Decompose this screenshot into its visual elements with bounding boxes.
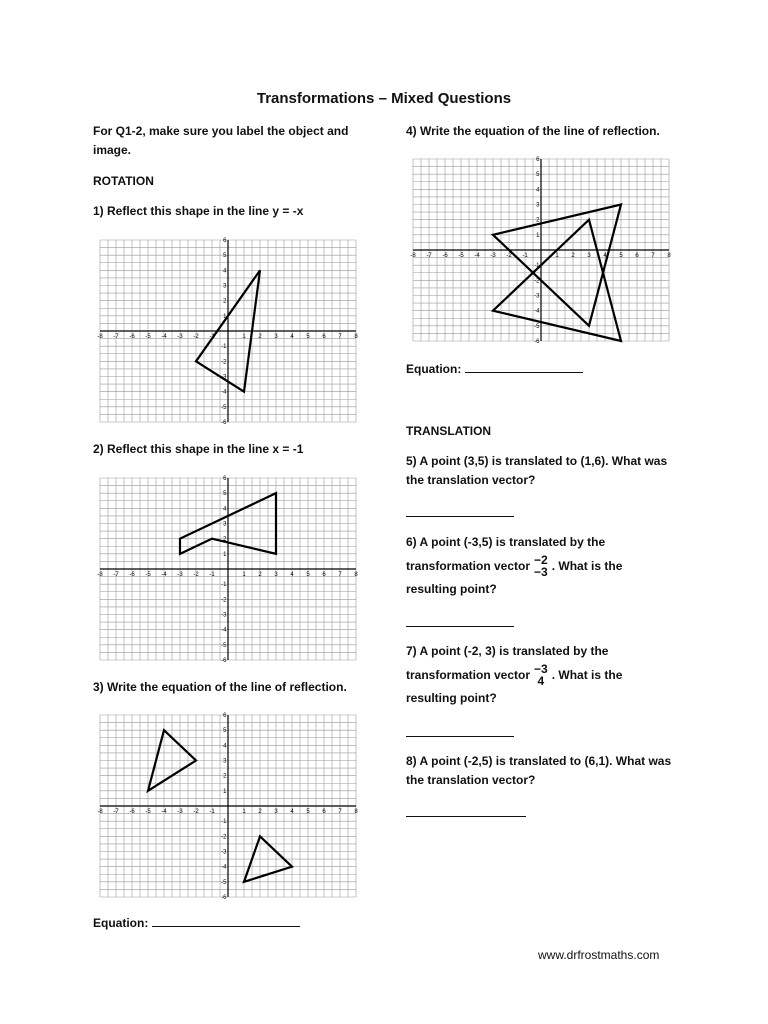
intro-text: For Q1-2, make sure you label the object and image. (93, 124, 349, 157)
x-tick-label: -8 (97, 809, 103, 815)
x-tick-label: 4 (603, 253, 607, 259)
y-tick-label: -3 (221, 612, 227, 619)
x-tick-label: -8 (97, 334, 103, 340)
y-tick-label: -2 (221, 597, 227, 604)
x-tick-label: 8 (354, 334, 358, 340)
x-tick-label: -2 (193, 809, 199, 815)
y-tick-label: -5 (221, 642, 227, 649)
x-tick-label: 7 (338, 572, 342, 578)
y-tick-label: -5 (221, 879, 227, 886)
question-5: 5) A point (3,5) is translated to (1,6). What was the translation vector? (406, 454, 668, 487)
y-tick-label: 5 (223, 728, 227, 735)
y-tick-label: -4 (221, 389, 227, 396)
x-tick-label: 6 (322, 572, 326, 578)
q6-line2 (406, 552, 686, 580)
x-tick-label: -1 (209, 572, 215, 578)
y-tick-label: -2 (534, 278, 540, 285)
x-tick-label: 8 (667, 253, 671, 259)
y-tick-label: 5 (223, 253, 227, 260)
q7-vector (534, 663, 548, 687)
x-tick-label: -6 (129, 572, 135, 578)
x-tick-label: 5 (306, 334, 310, 340)
grid-q4 (410, 157, 671, 345)
x-tick-label: -6 (442, 253, 448, 259)
y-tick-label: 6 (223, 476, 227, 482)
y-tick-label: 2 (223, 536, 227, 543)
x-tick-label: -1 (522, 253, 528, 259)
q7-line1: 7) A point (-2, 3) is translated by the (406, 644, 609, 658)
x-tick-label: 4 (290, 572, 294, 578)
x-tick-label: -2 (506, 253, 512, 259)
grid-q3 (97, 713, 358, 901)
x-tick-label: -5 (145, 809, 151, 815)
footer-url: www.drfrostmaths.com (538, 948, 660, 962)
y-tick-label: -2 (221, 834, 227, 841)
y-tick-label: -4 (534, 308, 540, 315)
x-tick-label: -3 (177, 809, 183, 815)
y-tick-label: -6 (221, 895, 227, 901)
q6-line3: resulting point? (406, 582, 497, 596)
y-tick-label: -1 (221, 582, 227, 589)
answer-blank-q8[interactable] (406, 804, 526, 817)
q6-line1: 6) A point (-3,5) is translated by the (406, 535, 606, 549)
x-tick-label: -7 (113, 334, 119, 340)
y-tick-label: -4 (221, 864, 227, 871)
y-tick-label: -3 (534, 293, 540, 300)
section-rotation: ROTATION (93, 174, 154, 188)
x-tick-label: -1 (209, 809, 215, 815)
x-tick-label: 1 (242, 572, 246, 578)
x-tick-label: 7 (338, 809, 342, 815)
answer-blank-q7[interactable] (406, 724, 514, 737)
y-tick-label: -6 (221, 658, 227, 664)
y-tick-label: -6 (221, 420, 227, 426)
question-1: 1) Reflect this shape in the line y = -x (93, 204, 304, 218)
x-tick-label: 3 (274, 809, 278, 815)
x-tick-label: 7 (651, 253, 655, 259)
y-tick-label: 2 (223, 298, 227, 305)
x-tick-label: -5 (145, 334, 151, 340)
x-tick-label: -6 (129, 809, 135, 815)
y-tick-label: 6 (223, 238, 227, 244)
y-tick-label: 5 (223, 491, 227, 498)
y-tick-label: 6 (536, 157, 540, 163)
x-tick-label: -2 (193, 334, 199, 340)
x-tick-label: 6 (322, 809, 326, 815)
y-tick-label: -4 (221, 627, 227, 634)
q7-vector-bottom: 4 (537, 674, 545, 688)
x-tick-label: -3 (177, 572, 183, 578)
question-8: 8) A point (-2,5) is translated to (6,1). What was the translation vector? (406, 754, 672, 787)
page-title: Transformations – Mixed Questions (256, 90, 512, 107)
x-tick-label: 5 (306, 572, 310, 578)
y-tick-label: 4 (223, 743, 227, 750)
question-3: 3) Write the equation of the line of reflection. (93, 680, 347, 694)
q7-suffix: . What is the (551, 667, 623, 682)
question-7 (406, 642, 686, 708)
x-tick-label: 3 (274, 572, 278, 578)
q6-vector-label: transformation vector (406, 558, 531, 573)
x-tick-label: 6 (322, 334, 326, 340)
x-tick-label: 8 (354, 572, 358, 578)
y-tick-label: -3 (221, 374, 227, 381)
y-tick-label: -1 (221, 819, 227, 826)
q6-suffix: . What is the (551, 558, 623, 573)
q7-line3: resulting point? (406, 691, 497, 705)
answer-blank-q3[interactable] (152, 914, 300, 927)
y-tick-label: -1 (221, 344, 227, 351)
y-tick-label: 3 (223, 283, 227, 290)
x-tick-label: -4 (161, 572, 167, 578)
y-tick-label: 1 (223, 551, 227, 558)
y-tick-label: -2 (221, 359, 227, 366)
y-tick-label: 2 (223, 773, 227, 780)
y-tick-label: -5 (221, 404, 227, 411)
x-tick-label: 2 (258, 572, 262, 578)
q6-vector-top: −2 (534, 553, 548, 567)
section-translation: TRANSLATION (406, 424, 492, 438)
x-tick-label: -4 (161, 334, 167, 340)
q7-vector-label: transformation vector (406, 667, 531, 682)
x-tick-label: -5 (145, 572, 151, 578)
x-tick-label: 8 (354, 809, 358, 815)
y-tick-label: 4 (223, 268, 227, 275)
y-tick-label: 1 (223, 788, 227, 795)
y-tick-label: 3 (223, 521, 227, 528)
x-tick-label: -5 (458, 253, 464, 259)
q6-vector-bottom: −3 (534, 565, 548, 579)
x-tick-label: -1 (209, 334, 215, 340)
grid-q2 (97, 476, 358, 664)
y-tick-label: 1 (223, 313, 227, 320)
x-tick-label: -3 (490, 253, 496, 259)
y-tick-label: 6 (223, 713, 227, 719)
x-tick-label: 5 (619, 253, 623, 259)
x-tick-label: 3 (274, 334, 278, 340)
y-tick-label: -5 (534, 323, 540, 330)
x-tick-label: 2 (258, 809, 262, 815)
x-tick-label: -8 (410, 253, 416, 259)
x-tick-label: 2 (571, 253, 575, 259)
y-tick-label: -3 (221, 849, 227, 856)
y-tick-label: 3 (536, 202, 540, 209)
y-tick-label: -6 (534, 339, 540, 345)
equation-label: Equation: (93, 916, 149, 930)
q6-vector (534, 554, 548, 578)
equation-q3 (93, 914, 300, 933)
y-tick-label: -1 (534, 263, 540, 270)
y-tick-label: 5 (536, 172, 540, 179)
equation-label: Equation: (406, 362, 462, 376)
x-tick-label: 2 (258, 334, 262, 340)
x-tick-label: -6 (129, 334, 135, 340)
x-tick-label: -8 (97, 572, 103, 578)
x-tick-label: 3 (587, 253, 591, 259)
question-6 (406, 533, 686, 599)
y-tick-label: 4 (223, 506, 227, 513)
x-tick-label: -2 (193, 572, 199, 578)
answer-blank-q5[interactable] (406, 504, 514, 517)
x-tick-label: 4 (290, 334, 294, 340)
question-4: 4) Write the equation of the line of reflection. (406, 124, 660, 138)
answer-blank-q4[interactable] (465, 360, 583, 373)
x-tick-label: -4 (161, 809, 167, 815)
q7-vector-top: −3 (534, 662, 548, 676)
x-tick-label: 4 (290, 809, 294, 815)
q7-line2 (406, 661, 686, 689)
x-tick-label: 1 (555, 253, 559, 259)
y-tick-label: 4 (536, 187, 540, 194)
y-tick-label: 3 (223, 758, 227, 765)
y-tick-label: 2 (536, 217, 540, 224)
x-tick-label: 7 (338, 334, 342, 340)
y-tick-label: 1 (536, 232, 540, 239)
x-tick-label: 1 (242, 809, 246, 815)
x-tick-label: 1 (242, 334, 246, 340)
x-tick-label: -4 (474, 253, 480, 259)
x-tick-label: -3 (177, 334, 183, 340)
grid-q1 (97, 238, 358, 426)
x-tick-label: -7 (113, 809, 119, 815)
question-2: 2) Reflect this shape in the line x = -1 (93, 442, 304, 456)
x-tick-label: 5 (306, 809, 310, 815)
x-tick-label: -7 (113, 572, 119, 578)
x-tick-label: 6 (635, 253, 639, 259)
x-tick-label: -7 (426, 253, 432, 259)
answer-blank-q6[interactable] (406, 614, 514, 627)
equation-q4 (406, 360, 583, 379)
